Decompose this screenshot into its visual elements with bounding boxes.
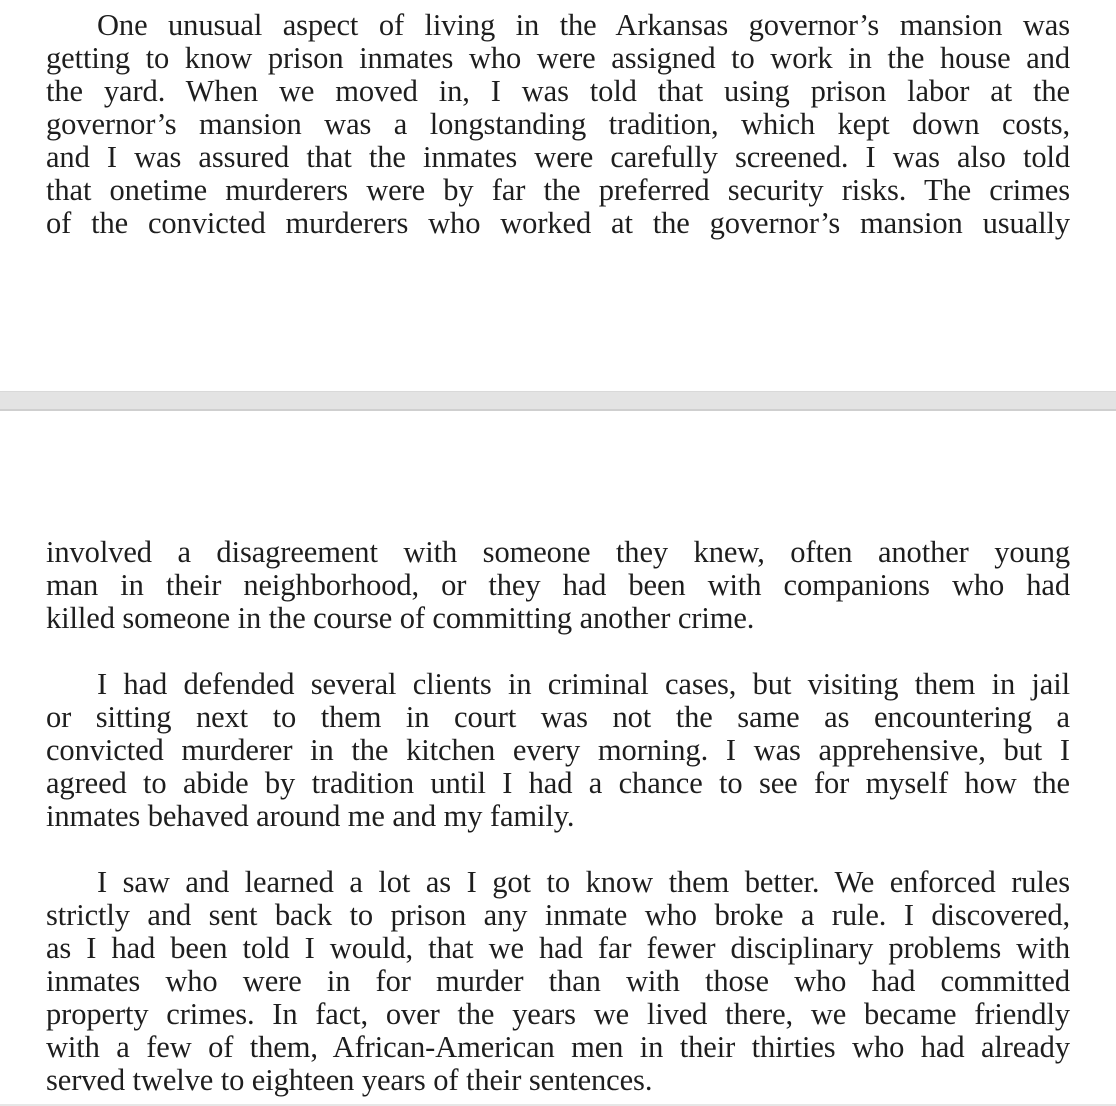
text-line: strictly and sent back to prison any inmate who broke a rule. I discovered, — [46, 898, 1070, 932]
paragraph-gap — [46, 635, 1070, 668]
text-line: property crimes. In fact, over the years we lived there, we became friendly — [46, 997, 1070, 1031]
text-line: served twelve to eighteen years of their sentences. — [46, 1063, 653, 1097]
paragraph — [46, 866, 1070, 1097]
text-line: that onetime murderers were by far the preferred security risks. The crimes — [46, 173, 1070, 207]
text-line: with a few of them, African-American men in their thirties who had already — [46, 1030, 1070, 1064]
text-line: the yard. When we moved in, I was told that using prison labor at the — [46, 74, 1070, 108]
text-line: governor’s mansion was a longstanding tradition, which kept down costs, — [46, 107, 1070, 141]
text-line: inmates who were in for murder than with those who had committed — [46, 964, 1070, 998]
text-line: One unusual aspect of living in the Arkansas governor’s mansion was — [97, 8, 1070, 42]
text-line: killed someone in the course of committing another crime. — [46, 601, 755, 635]
paragraph — [46, 668, 1070, 833]
text-line: I saw and learned a lot as I got to know them better. We enforced rules — [97, 865, 1070, 899]
page-top — [0, 0, 1116, 391]
text-line: getting to know prison inmates who were assigned to work in the house and — [46, 41, 1070, 75]
text-line: as I had been told I would, that we had far fewer disciplinary problems with — [46, 931, 1070, 965]
text-line: or sitting next to them in court was not the same as encountering a — [46, 700, 1070, 734]
text-line: I had defended several clients in criminal cases, but visiting them in jail — [97, 667, 1070, 701]
paragraph-gap — [46, 833, 1070, 866]
text-line: man in their neighborhood, or they had been with companions who had — [46, 568, 1070, 602]
bottom-page-text — [46, 536, 1070, 1097]
text-line: involved a disagreement with someone they knew, often another young — [46, 535, 1070, 569]
text-line: inmates behaved around me and my family. — [46, 799, 575, 833]
paragraph — [46, 536, 1070, 635]
text-line: and I was assured that the inmates were carefully screened. I was also told — [46, 140, 1070, 174]
text-line: of the convicted murderers who worked at the governor’s mansion usually — [46, 206, 1070, 240]
page-separator — [0, 391, 1116, 411]
top-page-text — [46, 9, 1070, 240]
text-line: agreed to abide by tradition until I had a chance to see for myself how the — [46, 766, 1070, 800]
text-line: convicted murderer in the kitchen every morning. I was apprehensive, but I — [46, 733, 1070, 767]
